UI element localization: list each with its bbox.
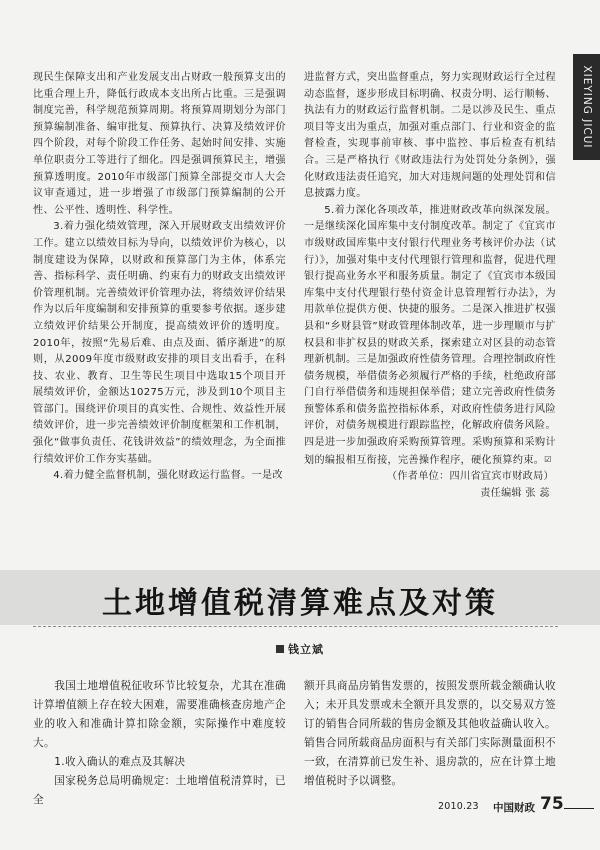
article-paragraph: 我国土地增值税征收环节比较复杂，尤其在准确计算增值额上存在较大困难，需要准确核查房地产企业的收入和准确计算扣除金额，实际操作中难度较大。 <box>33 680 286 749</box>
article-right-column <box>304 677 556 791</box>
body-paragraph <box>304 203 556 470</box>
end-mark-icon: ☑ <box>544 454 552 464</box>
title-divider <box>33 626 558 627</box>
article-author: 钱立斌 <box>288 643 324 656</box>
magazine-name: 中国财政 <box>493 802 535 814</box>
footer-rule <box>564 808 594 809</box>
section-tab <box>573 54 600 160</box>
article-paragraph: 额开具商品房销售发票的，按照发票所载金额确认收入；未开具发票或未全额开具发票的，以交易双方签订的销售合同所载的售房金额及其他收益确认收入。销售合同所载商品房面积与有关部门实际测量面积不一致，在清算前已发生补、退房款的，应在计算土地增值税时予以调整。 <box>304 680 556 787</box>
issue-number: 2010.23 <box>438 801 479 812</box>
article-paragraph: 国家税务总局明确规定：土地增值税清算时，已全 <box>33 775 286 806</box>
byline-square-icon <box>276 645 284 653</box>
article-left-column <box>33 677 286 810</box>
page-number: 75 <box>540 794 564 814</box>
section-tab-label: XIEYING JICUI <box>580 65 593 149</box>
body-paragraph: 4.着力健全监督机制，强化财政运行监督。一是改 <box>53 470 283 482</box>
article-title: 土地增值税清算难点及对策 <box>102 586 498 621</box>
body-paragraph: 3.着力强化绩效管理，深入开展财政支出绩效评价工作。建立以绩效目标为导向，以绩效评价为核心，以制度建设为保障，以财政和预算部门为主体，体系完善、指标科学、责任明确、约束有力的财政支出绩效评价管理机制。完善绩效评价管理办法，将绩效评价结果作为以后年度编制和安排预算的重要参考依据。逐步建立绩效评价结果公开制度，提高绩效评价的透明度。2010年，按照“先易后难、由点及面、循序渐进”的原则，从2009年度市级财政安排的项目支出看手，在科技、农业、教育、卫生等民生项目中选取15个项目开展绩效评价，金额达10275万元，涉及到10个项目主管部门。围绕评价项目的真实性、合规性、效益性开展绩效评价，进一步完善绩效评价制度框架和工作机制，强化“做事负责任、花钱讲效益”的绩效理念，为全面推行绩效评价工作夯实基础。 <box>33 221 286 465</box>
body-paragraph: 进监督方式，突出监督重点，努力实现财政运行全过程动态监督，逐步形成目标明确、权责分明、运行顺畅、执法有力的财政运行监督机制。二是以涉及民生、重点项目等支出为重点，加强对重点部门、行业和资金的监督检查，实现事前审核、事中监控、事后检查有机结合。三是严格执行《财政违法行为处罚处分条例》，强化财政违法责任追究，加大对违规问题的处理处罚和信息披露力度。 <box>304 72 556 200</box>
article-subheading: 1.收入确认的难点及其解决 <box>54 756 186 768</box>
previous-article-right-column <box>304 70 556 502</box>
previous-article-left-column <box>33 70 286 485</box>
responsible-editor: 责任编辑 张 蕊 <box>480 487 550 499</box>
author-affiliation: （作者单位：四川省宜宾市财政局） <box>386 471 554 483</box>
body-paragraph-text: 5.着力深化各项改革，推进财政改革向纵深发展。一是继续深化国库集中支付制度改革。制定了《宜宾市市级财政国库集中支付银行代理业务考核评价办法（试行）》，加强对集中支付代理银行管理和监督，促进代理银行提高业务水平和服务质量。制定了《宜宾市本级国库集中支付代理银行垫付资金计息管理暂行办法》，为用款单位提供方便、快捷的服务。二是深入推进扩权强县和“乡财县管”财政管理体制改革，进一步理顺市与扩权县和非扩权县的财政关系，探索建立对区县的动态管理新机制。三是加强政府性债务管理。合理控制政府性债务规模，举借债务必须履行严格的手续，杜绝政府部门自行举借债务和违规担保举借；建立完善政府性债务预警体系和债务监控指标体系，对政府性债务进行风险评价，对债务规模进行跟踪监控，化解政府债务风险。四是进一步加强政府采购预算管理。采购预算和采购计划的编报相互衔接，完善操作程序，硬化预算约束。 <box>304 204 556 466</box>
page-footer <box>438 796 588 818</box>
body-paragraph: 现民生保障支出和产业发展支出占财政一般预算支出的比重合理上升，降低行政成本支出所占比重。三是强调制度完善，科学规范预算周期。将预算周期划分为部门预算编制准备、编审批复、预算执行、决算及绩效评价四个阶段，对每个阶段工作任务、起始时间安排、实施单位职责分工等进行了细化。四是强调预算民主，增强预算透明度。2010年市级部门预算全部提交市人大会议审查通过，进一步增强了市级部门预算编制的公开性、公平性、透明性、科学性。 <box>33 72 286 216</box>
article-byline <box>0 641 600 657</box>
